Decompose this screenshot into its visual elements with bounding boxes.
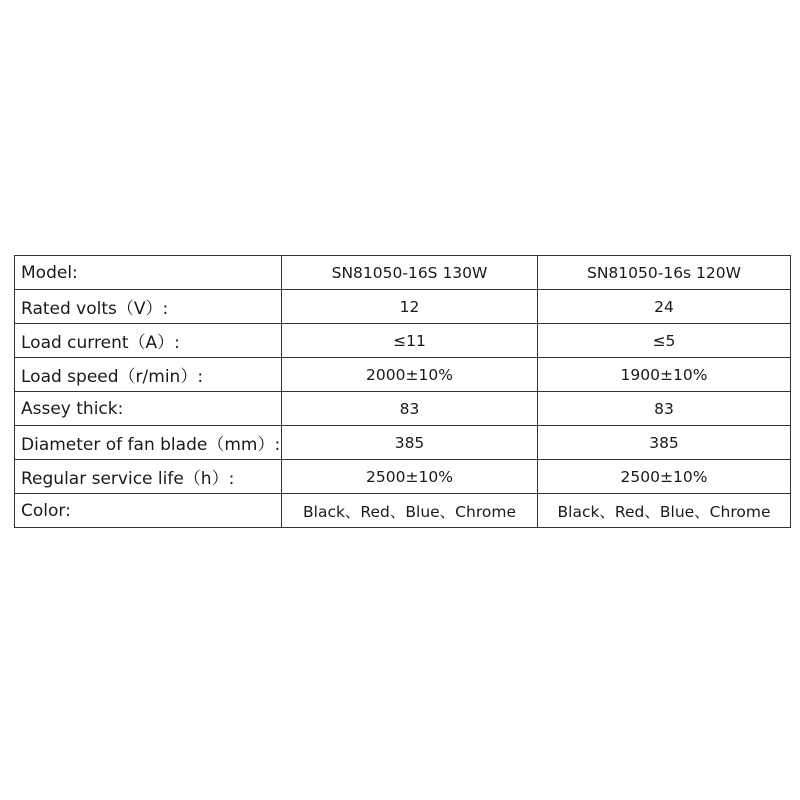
table-row-diameter xyxy=(15,426,791,460)
cell-value: ≤11 xyxy=(282,324,538,358)
cell-value: 24 xyxy=(538,290,791,324)
cell-value: 2500±10% xyxy=(538,460,791,494)
row-label: Assey thick: xyxy=(15,392,282,426)
row-label: Load speed（r/min）: xyxy=(15,358,282,392)
cell-value: 2500±10% xyxy=(282,460,538,494)
row-label: Load current（A）: xyxy=(15,324,282,358)
cell-value: Black、Red、Blue、Chrome xyxy=(538,494,791,528)
table-row-rated-volts xyxy=(15,290,791,324)
row-label: Model: xyxy=(15,256,282,290)
table-row-assey-thick xyxy=(15,392,791,426)
cell-value: 83 xyxy=(538,392,791,426)
row-label: Diameter of fan blade（mm）: xyxy=(15,426,282,460)
row-label: Regular service life（h）: xyxy=(15,460,282,494)
cell-value: 2000±10% xyxy=(282,358,538,392)
cell-value: 385 xyxy=(282,426,538,460)
cell-value: 385 xyxy=(538,426,791,460)
cell-value: 12 xyxy=(282,290,538,324)
cell-value: SN81050-16S 130W xyxy=(282,256,538,290)
table-row-load-current xyxy=(15,324,791,358)
cell-value: ≤5 xyxy=(538,324,791,358)
cell-value: Black、Red、Blue、Chrome xyxy=(282,494,538,528)
spec-table xyxy=(14,255,791,528)
row-label: Rated volts（V）: xyxy=(15,290,282,324)
cell-value: 83 xyxy=(282,392,538,426)
cell-value: 1900±10% xyxy=(538,358,791,392)
row-label: Color: xyxy=(15,494,282,528)
table-row-color xyxy=(15,494,791,528)
table-row-service-life xyxy=(15,460,791,494)
table-row-load-speed xyxy=(15,358,791,392)
table-row-model xyxy=(15,256,791,290)
cell-value: SN81050-16s 120W xyxy=(538,256,791,290)
